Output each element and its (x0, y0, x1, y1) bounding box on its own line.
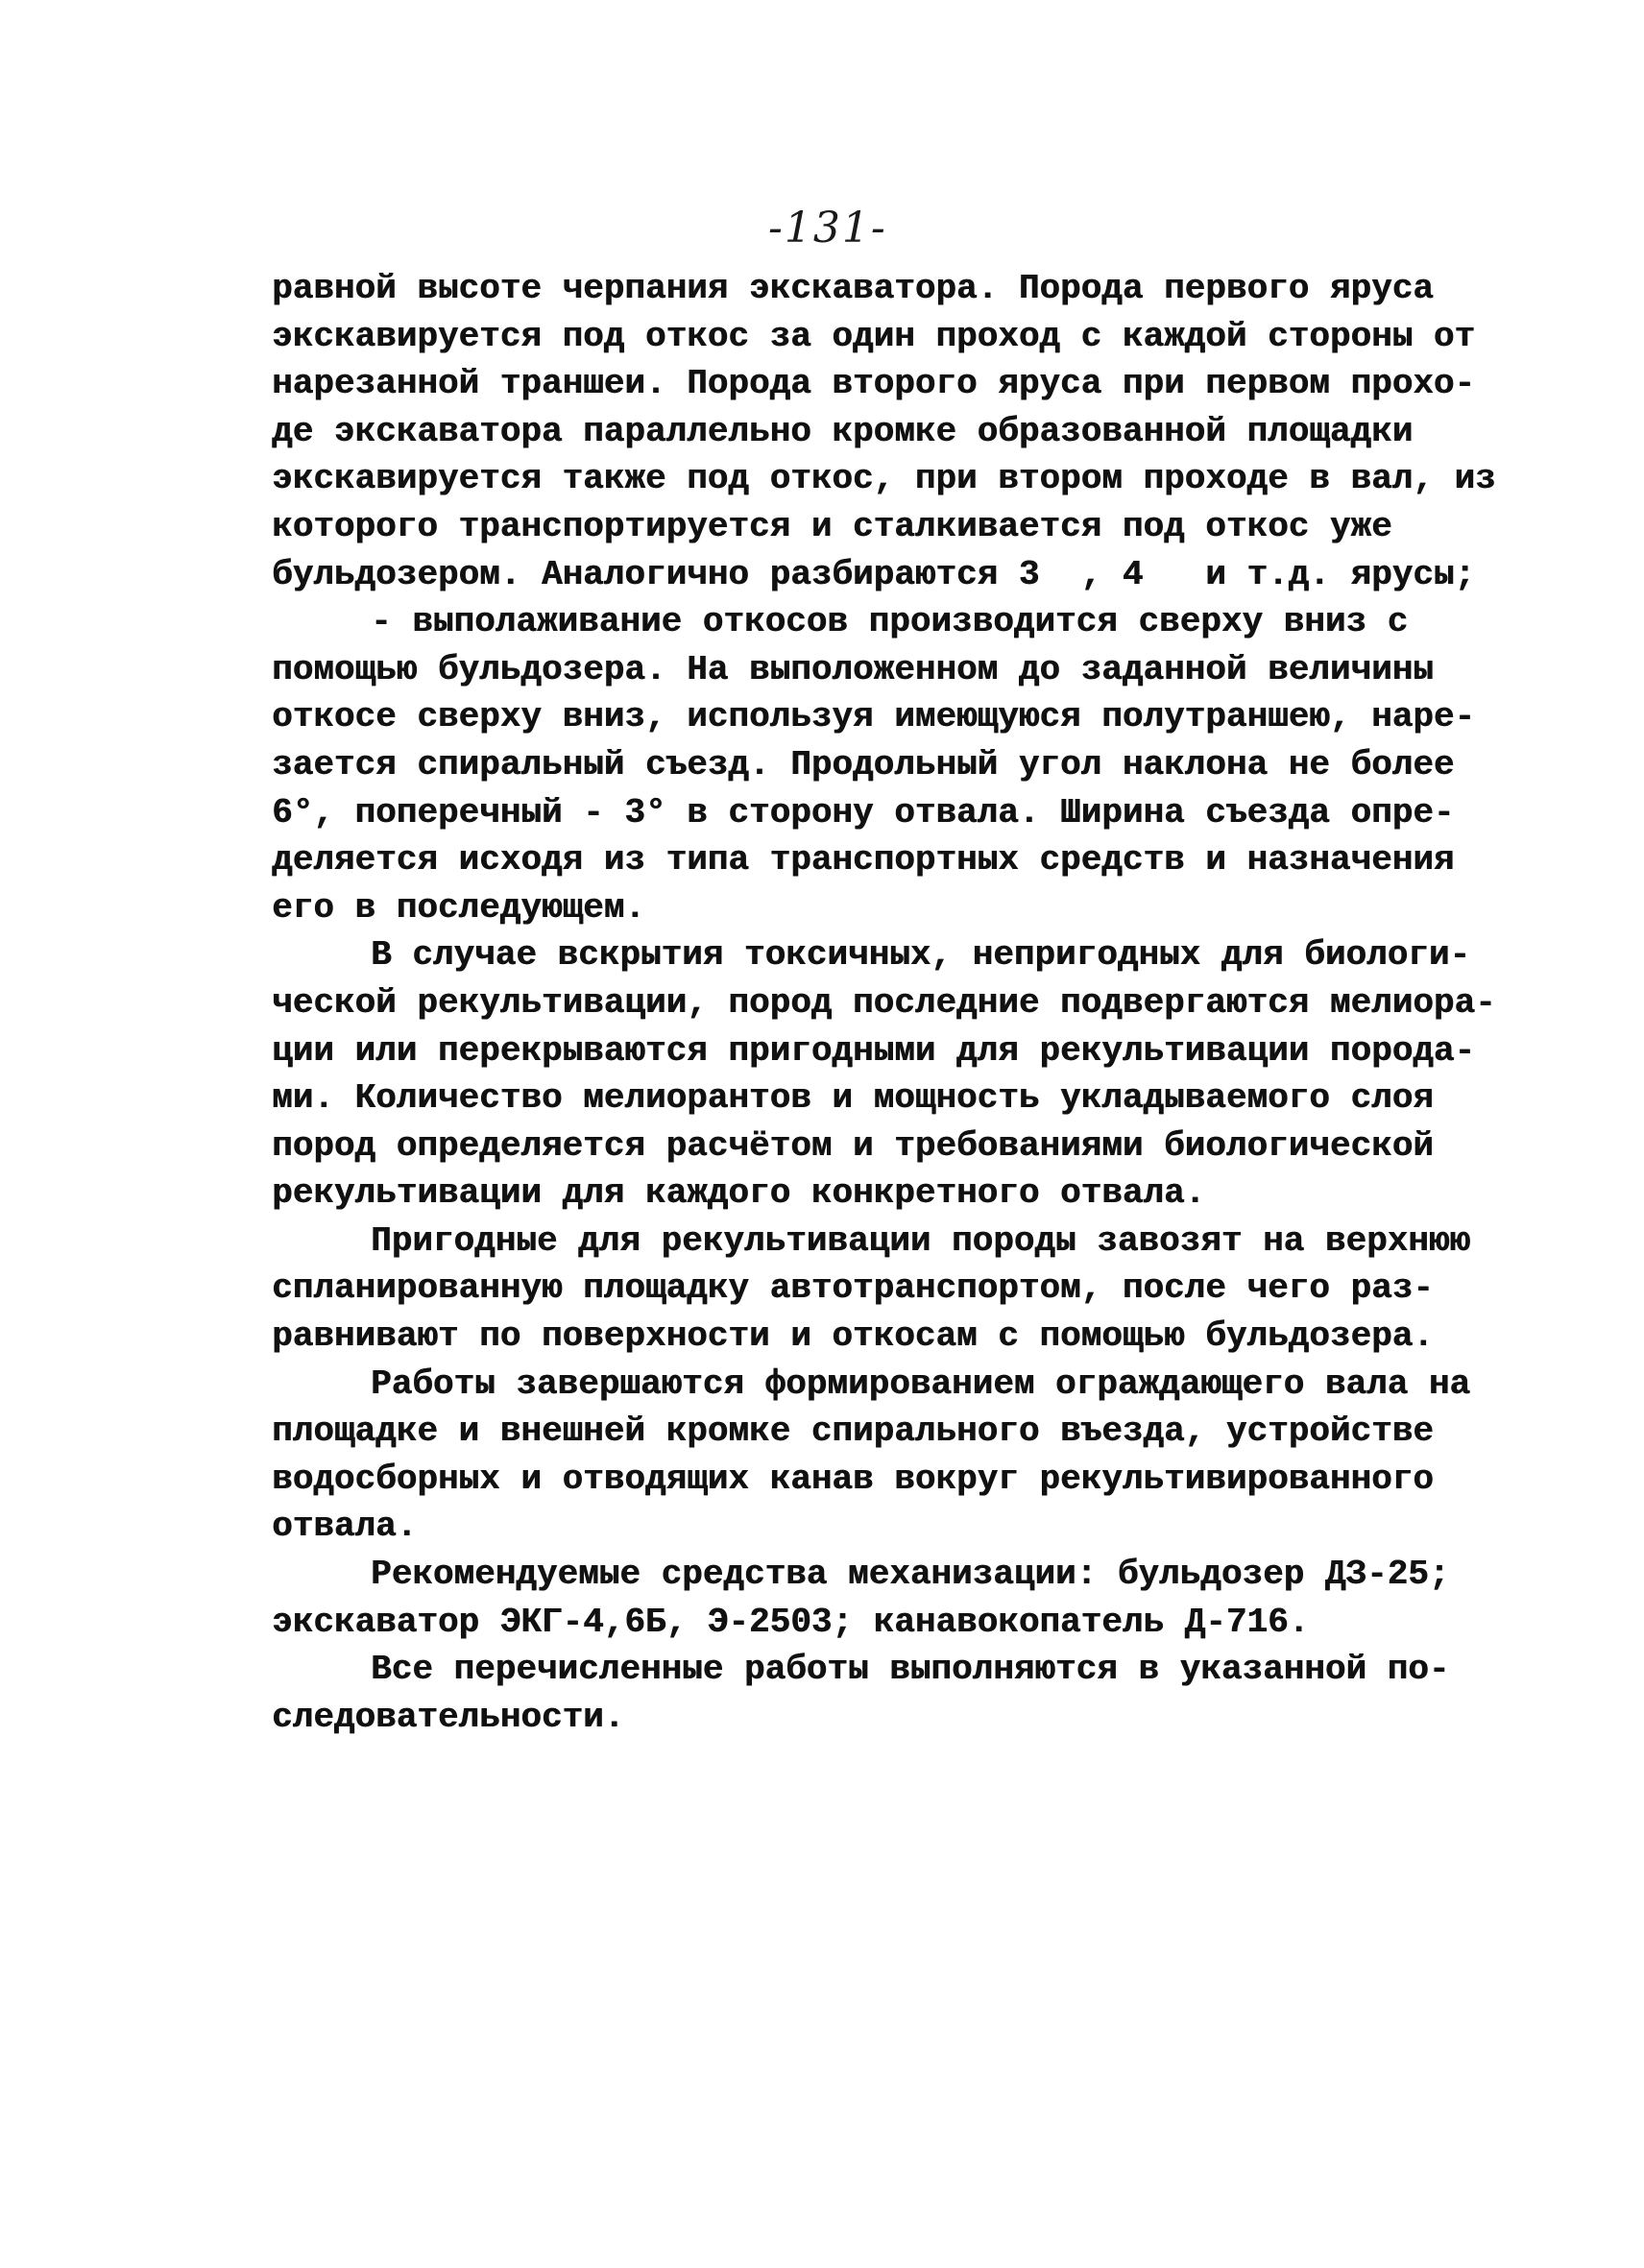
text-line: ции или перекрываются пригодными для рекультивации порода- (272, 1030, 1476, 1071)
text-line: следовательности. (272, 1697, 625, 1737)
text-line: помощью бульдозера. На выположенном до заданной величины (272, 649, 1434, 689)
text-line: экскавируется также под откос, при втором проходе в вал, из (272, 459, 1496, 499)
text-line: Все перечисленные работы выполняются в указанной по- (371, 1650, 1450, 1690)
text-line: экскавируется под откос за один проход с каждой стороны от (272, 316, 1476, 356)
text-line: - выполаживание откосов производится сверху вниз с (371, 602, 1409, 642)
text-line: откосе сверху вниз, используя имеющуюся полутраншею, наре- (272, 697, 1476, 737)
body-text (272, 265, 1496, 1741)
text-line: его в последующем. (272, 887, 645, 928)
text-line: Рекомендуемые средства механизации: бульдозер ДЗ-25; (371, 1555, 1450, 1595)
page-number: -131- (768, 204, 887, 253)
text-line: равнивают по поверхности и откосам с помощью бульдозера. (272, 1316, 1434, 1357)
text-line: отвала. (272, 1507, 418, 1547)
text-line: экскаватор ЭКГ-4,6Б, Э-2503; канавокопатель Д-716. (272, 1602, 1310, 1642)
text-line: В случае вскрытия токсичных, непригодных для биологи- (371, 935, 1470, 976)
text-line: нарезанной траншеи. Порода второго яруса при первом прохо- (272, 364, 1476, 404)
text-line: площадке и внешней кромке спирального въезда, устройстве (272, 1411, 1434, 1452)
text-line: Работы завершаются формированием ограждающего вала на (371, 1363, 1470, 1404)
text-line: пород определяется расчётом и требованиями биологической (272, 1125, 1434, 1166)
text-line: Пригодные для рекультивации породы завозят на верхнюю (371, 1220, 1470, 1261)
text-line: водосборных и отводящих канав вокруг рекультивированного (272, 1459, 1434, 1499)
text-line: ческой рекультивации, пород последние подвергаются мелиора- (272, 982, 1496, 1023)
text-line: деляется исходя из типа транспортных средств и назначения (272, 840, 1455, 881)
text-line: зается спиральный съезд. Продольный угол наклона не более (272, 744, 1455, 784)
text-line: рекультивации для каждого конкретного отвала. (272, 1173, 1206, 1214)
text-line: которого транспортируется и сталкивается под откос уже (272, 506, 1392, 546)
text-line: ми. Количество мелиорантов и мощность укладываемого слоя (272, 1078, 1434, 1119)
text-line: спланированную площадку автотранспортом, после чего раз- (272, 1268, 1434, 1309)
text-line: равной высоте черпания экскаватора. Порода первого яруса (272, 269, 1434, 308)
text-line: де экскаватора параллельно кромке образованной площадки (272, 411, 1414, 451)
text-line: бульдозером. Аналогично разбираются 3 , 4 и т.д. ярусы; (272, 554, 1476, 594)
text-line: 6°, поперечный - 3° в сторону отвала. Ширина съезда опре- (272, 792, 1455, 832)
